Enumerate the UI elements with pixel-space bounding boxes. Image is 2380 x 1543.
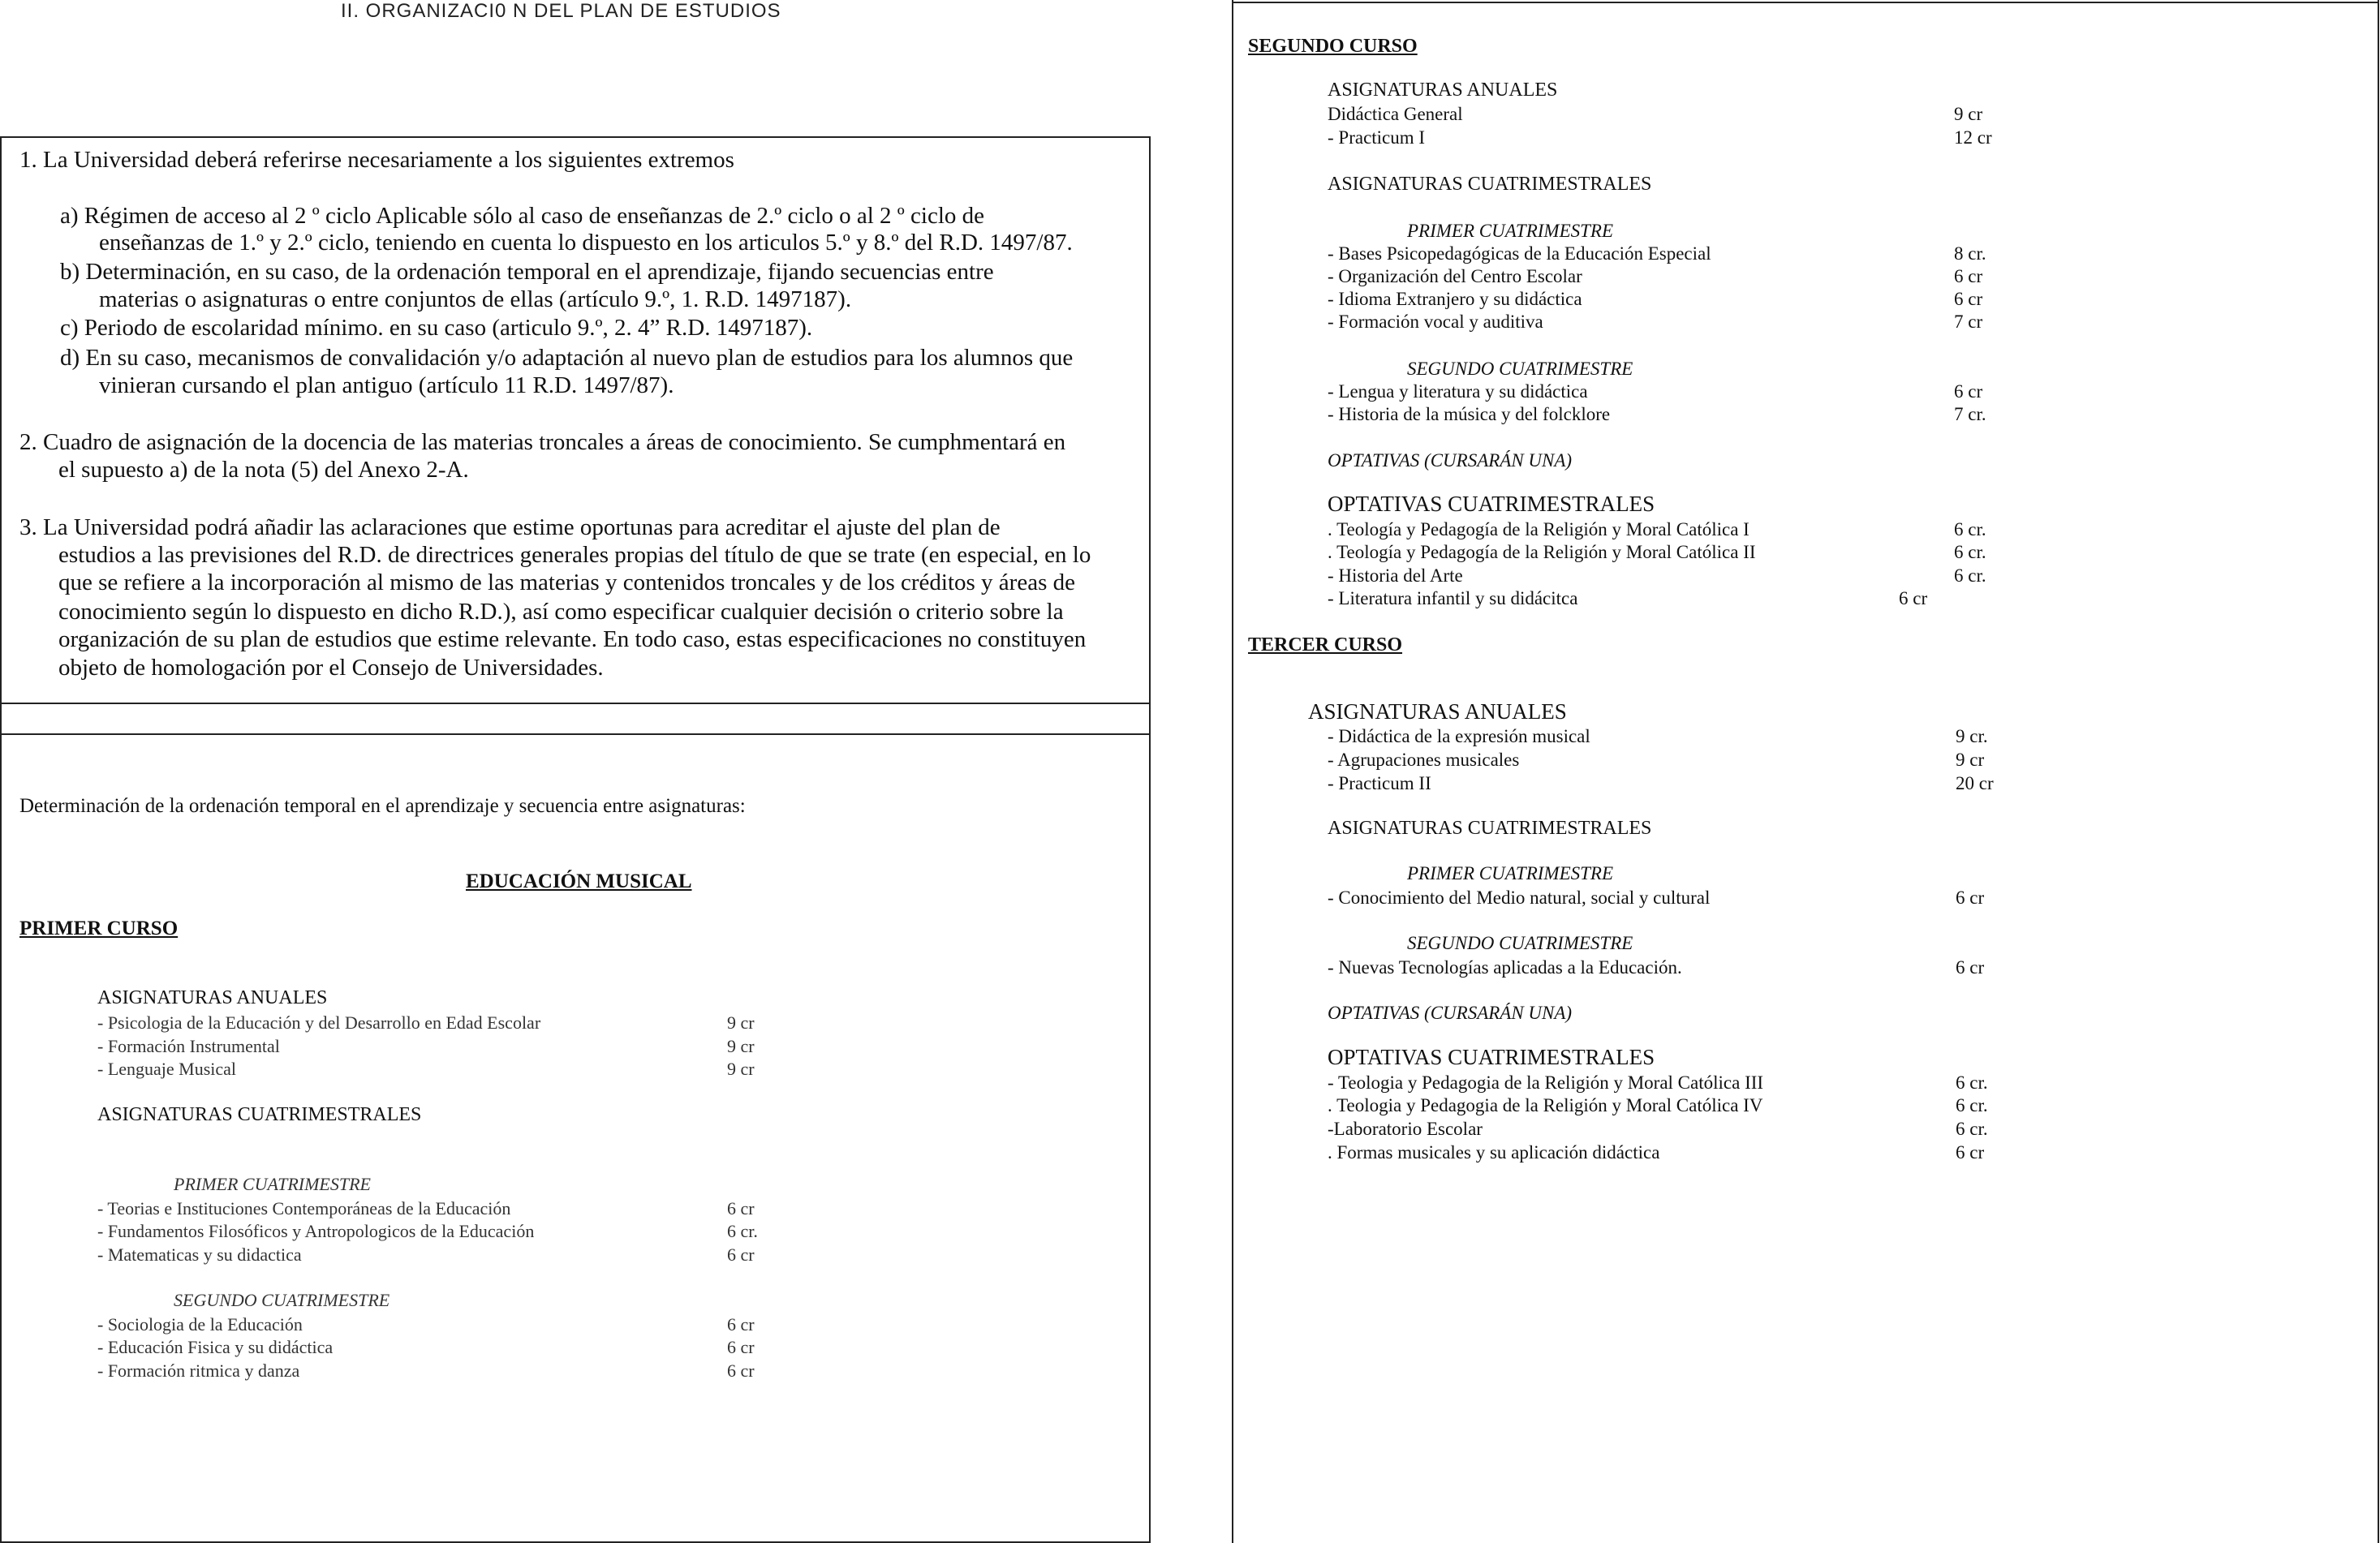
- sc-opt-2: . Teología y Pedagogía de la Religión y Moral Católica II: [1328, 542, 1756, 562]
- box1-item3-line5: organización de su plan de estudios que estime relevante. En todo caso, estas especificaciones no constituyen: [58, 626, 1087, 652]
- sc-primer-4: - Formación vocal y auditiva: [1328, 312, 1543, 332]
- pc-primer-3-cr: 6 cr: [727, 1244, 755, 1265]
- sc-segundo-2-cr: 7 cr.: [1954, 404, 1986, 424]
- page-header: II. ORGANIZACI0 N DEL PLAN DE ESTUDIOS: [341, 0, 781, 22]
- pc-primer-1: - Teorias e Instituciones Contemporáneas de la Educación: [97, 1198, 511, 1218]
- tercer-curso-heading: TERCER CURSO: [1248, 634, 1403, 655]
- sc-primer-4-cr: 7 cr: [1954, 312, 1983, 332]
- tc-cuatri-heading: ASIGNATURAS CUATRIMESTRALES: [1328, 818, 1652, 839]
- sc-primer-2-cr: 6 cr: [1954, 266, 1983, 286]
- tc-segundo-1-cr: 6 cr: [1956, 957, 1985, 978]
- tc-anual-2-cr: 9 cr: [1956, 750, 1985, 770]
- pc-cuatri-heading: ASIGNATURAS CUATRIMESTRALES: [97, 1104, 422, 1125]
- sc-anual-2: - Practicum I: [1328, 127, 1426, 148]
- sc-optativas-note: OPTATIVAS (CURSARÁN UNA): [1328, 450, 1573, 471]
- tc-opt-4-cr: 6 cr: [1956, 1142, 1985, 1163]
- pc-segundo-cuatri: SEGUNDO CUATRIMESTRE: [174, 1290, 390, 1310]
- pc-segundo-1: - Sociologia de la Educación: [97, 1314, 303, 1335]
- sc-opt-3-cr: 6 cr.: [1954, 565, 1986, 586]
- tc-anual-3-cr: 20 cr: [1956, 773, 1994, 793]
- box1-a-line2: enseñanzas de 1.º y 2.º ciclo, teniendo en cuenta lo dispuesto en los articulos 5.º y 8.º del R.D. 1497/87.: [99, 230, 1073, 256]
- box1-b-line2: materias o asignaturas o entre conjuntos de ellas (artículo 9.º, 1. R.D. 1497187).: [99, 286, 852, 312]
- pc-anual-3-cr: 9 cr: [727, 1059, 755, 1079]
- box1-a-line1: a) Régimen de acceso al 2 º ciclo Aplicable sólo al caso de enseñanzas de 2.º ciclo o al 2 º ciclo de: [60, 203, 985, 229]
- tc-opt-3-cr: 6 cr.: [1956, 1119, 1988, 1139]
- sc-optativas-heading: OPTATIVAS CUATRIMESTRALES: [1328, 492, 1655, 516]
- sc-primer-2: - Organización del Centro Escolar: [1328, 266, 1582, 286]
- pc-primer-1-cr: 6 cr: [727, 1198, 755, 1218]
- tc-anual-1: - Didáctica de la expresión musical: [1328, 726, 1590, 746]
- box1-item3-line1: 3. La Universidad podrá añadir las aclaraciones que estime oportunas para acreditar el ajuste del plan de: [19, 514, 1001, 540]
- box1-d-line1: d) En su caso, mecanismos de convalidación y/o adaptación al nuevo plan de estudios para los alumnos que: [60, 345, 1074, 371]
- tc-optativas-note: OPTATIVAS (CURSARÁN UNA): [1328, 1003, 1573, 1023]
- sc-primer-cuatri: PRIMER CUATRIMESTRE: [1407, 221, 1614, 241]
- left-title: EDUCACIÓN MUSICAL: [466, 870, 692, 892]
- tc-anual-2: - Agrupaciones musicales: [1328, 750, 1520, 770]
- sc-primer-1: - Bases Psicopedagógicas de la Educación Especial: [1328, 243, 1711, 264]
- segundo-curso-heading: SEGUNDO CURSO: [1248, 36, 1418, 57]
- tc-segundo-1: - Nuevas Tecnologías aplicadas a la Educación.: [1328, 957, 1682, 978]
- pc-anuales-heading: ASIGNATURAS ANUALES: [97, 987, 328, 1008]
- tc-optativas-heading: OPTATIVAS CUATRIMESTRALES: [1328, 1045, 1655, 1069]
- right-frame-right-edge: [2378, 0, 2379, 1543]
- pc-segundo-2: - Educación Fisica y su didáctica: [97, 1337, 334, 1357]
- box1-item2-line1: 2. Cuadro de asignación de la docencia de las materias troncales a áreas de conocimiento. Se cumphmentará en: [19, 429, 1066, 455]
- divider-2: [0, 733, 1151, 735]
- sc-opt-4: - Literatura infantil y su didácitca: [1328, 588, 1578, 608]
- box1-d-line2: vinieran cursando el plan antiguo (artículo 11 R.D. 1497/87).: [99, 372, 674, 398]
- sc-opt-3: - Historia del Arte: [1328, 565, 1463, 586]
- pc-anual-3: - Lenguaje Musical: [97, 1059, 237, 1079]
- box1-b-line1: b) Determinación, en su caso, de la ordenación temporal en el aprendizaje, fijando secuencias entre: [60, 259, 994, 285]
- sc-segundo-cuatri: SEGUNDO CUATRIMESTRE: [1407, 359, 1633, 379]
- right-frame-left-edge: [1232, 0, 1233, 1543]
- sc-anual-1: Didáctica General: [1328, 104, 1463, 124]
- sc-opt-1-cr: 6 cr.: [1954, 519, 1986, 539]
- sc-segundo-1: - Lengua y literatura y su didáctica: [1328, 381, 1588, 402]
- sc-cuatri-heading: ASIGNATURAS CUATRIMESTRALES: [1328, 174, 1652, 195]
- tc-anual-3: - Practicum II: [1328, 773, 1431, 793]
- sc-primer-3-cr: 6 cr: [1954, 289, 1983, 309]
- pc-segundo-3: - Formación ritmica y danza: [97, 1360, 300, 1381]
- sc-anual-2-cr: 12 cr: [1954, 127, 1992, 148]
- box1-item3-line3: que se refiere a la incorporación al mismo de las materias y contenidos troncales y de los créditos y áreas de: [58, 569, 1075, 595]
- pc-primer-3: - Matematicas y su didactica: [97, 1244, 302, 1265]
- pc-anual-2-cr: 9 cr: [727, 1036, 755, 1056]
- pc-primer-cuatri: PRIMER CUATRIMESTRE: [174, 1174, 371, 1194]
- sc-anual-1-cr: 9 cr: [1954, 104, 1983, 124]
- sc-anuales-heading: ASIGNATURAS ANUALES: [1328, 80, 1558, 101]
- left-intro: Determinación de la ordenación temporal en el aprendizaje y secuencia entre asignaturas:: [19, 795, 746, 817]
- pc-anual-1: - Psicologia de la Educación y del Desarrollo en Edad Escolar: [97, 1012, 541, 1033]
- right-frame-top-edge: [1232, 2, 2378, 3]
- pc-segundo-3-cr: 6 cr: [727, 1360, 755, 1381]
- tc-primer-1-cr: 6 cr: [1956, 888, 1985, 908]
- box1-item3-line6: objeto de homologación por el Consejo de Universidades.: [58, 655, 604, 681]
- tc-opt-3: -Laboratorio Escolar: [1328, 1119, 1483, 1139]
- tc-opt-2-cr: 6 cr.: [1956, 1095, 1988, 1115]
- divider-1: [0, 703, 1151, 704]
- tc-opt-4: . Formas musicales y su aplicación didáctica: [1328, 1142, 1660, 1163]
- tc-opt-1-cr: 6 cr.: [1956, 1072, 1988, 1093]
- pc-primer-2: - Fundamentos Filosóficos y Antropologicos de la Educación: [97, 1221, 535, 1241]
- box1-item3-line4: conocimiento según lo dispuesto en dicho R.D.), así como especificar cualquier decisión o criterio sobre la: [58, 599, 1064, 625]
- sc-segundo-2: - Historia de la música y del folcklore: [1328, 404, 1611, 424]
- sc-opt-2-cr: 6 cr.: [1954, 542, 1986, 562]
- primer-curso-heading: PRIMER CURSO: [19, 918, 179, 939]
- sc-opt-1: . Teología y Pedagogía de la Religión y Moral Católica I: [1328, 519, 1749, 539]
- pc-anual-1-cr: 9 cr: [727, 1012, 755, 1033]
- tc-anuales-heading: ASIGNATURAS ANUALES: [1308, 699, 1567, 724]
- box1-c-line1: c) Periodo de escolaridad mínimo. en su caso (articulo 9.º, 2. 4” R.D. 1497187).: [60, 315, 813, 341]
- pc-anual-2: - Formación Instrumental: [97, 1036, 280, 1056]
- pc-primer-2-cr: 6 cr.: [727, 1221, 758, 1241]
- tc-anual-1-cr: 9 cr.: [1956, 726, 1988, 746]
- pc-segundo-2-cr: 6 cr: [727, 1337, 755, 1357]
- box1-item1: 1. La Universidad deberá referirse necesariamente a los siguientes extremos: [19, 147, 734, 173]
- tc-opt-2: . Teologia y Pedagogia de la Religión y Moral Católica IV: [1328, 1095, 1763, 1115]
- sc-segundo-1-cr: 6 cr: [1954, 381, 1983, 402]
- sc-primer-1-cr: 8 cr.: [1954, 243, 1986, 264]
- sc-primer-3: - Idioma Extranjero y su didáctica: [1328, 289, 1582, 309]
- tc-opt-1: - Teologia y Pedagogia de la Religión y Moral Católica III: [1328, 1072, 1764, 1093]
- pc-segundo-1-cr: 6 cr: [727, 1314, 755, 1335]
- sc-opt-4-cr: 6 cr: [1899, 588, 1928, 608]
- box1-item2-line2: el supuesto a) de la nota (5) del Anexo 2-A.: [58, 457, 469, 483]
- tc-segundo-cuatri: SEGUNDO CUATRIMESTRE: [1407, 933, 1633, 953]
- tc-primer-1: - Conocimiento del Medio natural, social y cultural: [1328, 888, 1711, 908]
- box1-item3-line2: estudios a las previsiones del R.D. de directrices generales propias del título de que se trate (en especial, en lo: [58, 542, 1091, 568]
- tc-primer-cuatri: PRIMER CUATRIMESTRE: [1407, 863, 1614, 883]
